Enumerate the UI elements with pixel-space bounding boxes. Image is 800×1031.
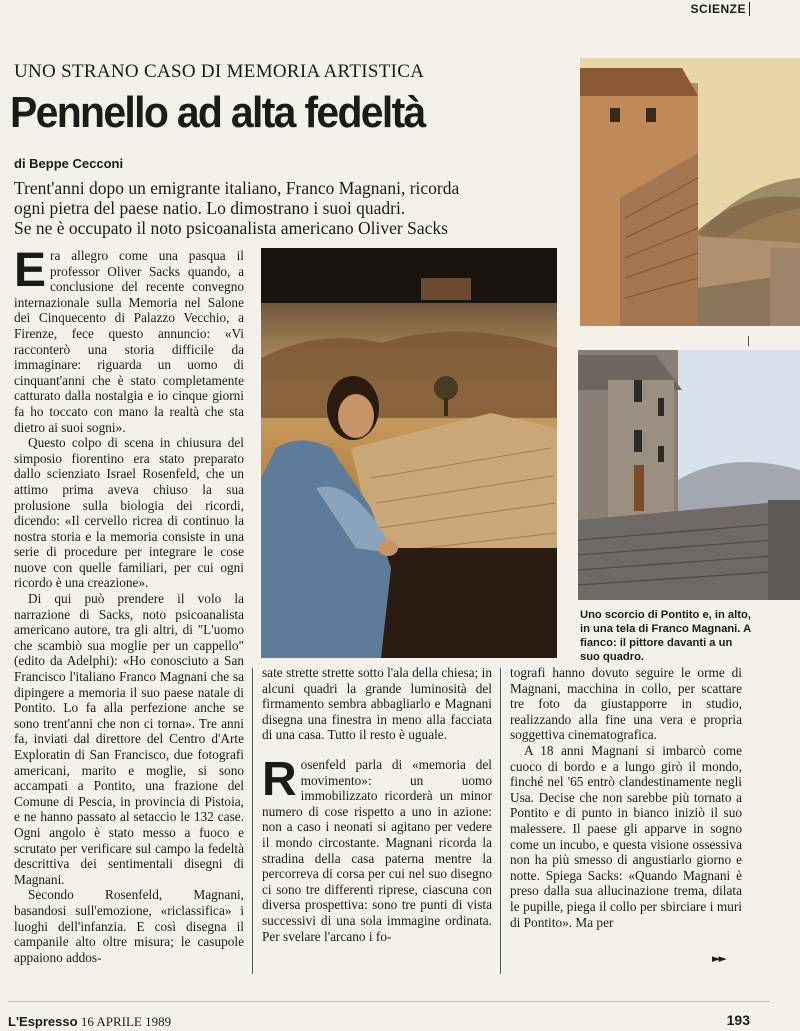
deck-line: Trent'anni dopo un emigrante italiano, Franco Magnani, ricorda <box>14 178 460 198</box>
paragraph: sate strette strette sotto l'ala della chiesa; in alcuni quadri la grande luminosità del firmamento sembra abbagliarlo e Magnani disegna una finestra in meno alla facciata di una casa. Tutto il resto è uguale. <box>262 665 492 743</box>
footer <box>8 1014 171 1030</box>
column-rule <box>500 668 501 974</box>
image-rule <box>748 336 749 346</box>
headline: Pennello ad alta fedeltà <box>10 88 425 137</box>
column-rule <box>252 668 253 974</box>
paragraph: Questo colpo di scena in chiusura del simposio fiorentino era stato preparato dallo scienziato Israel Rosenfeld, che un attimo prima aveva chiuso la sua prolusione sulla biologia dei ricordi, dicendo: «Il cervello ricrea di continuo la nostra storia e la memoria consiste in una serie di procedure per integrare le cose nuove con quelle familiari, per cui ogni ricordo è una creazione». <box>14 435 244 591</box>
dropcap: R <box>262 752 297 806</box>
deck-line: ogni pietra del paese natio. Lo dimostrano i suoi quadri. <box>14 198 406 218</box>
magazine-name: L'Espresso <box>8 1014 78 1029</box>
paragraph-text: osenfeld parla di «memoria del movimento»: un uomo immobilizzato ricorderà un minor numero di cose rispetto a uno in azione: non a caso i neonati si agitano per vedere il mondo circostante. Magnani ricorda la stradina della casa paterna mentre la percorreva di corsa per cui nel suo disegno ci sono tre differenti riprese, ciascuna con diversa prospettiva: sono tre punti di vista successivi di una sola immagine ordinata. Per svelare l'arcano i fo- <box>262 756 492 944</box>
paragraph: A 18 anni Magnani si imbarcò come cuoco di bordo e a lungo girò il mondo, finché nel '65 entrò clandestinamente negli Usa. Decise che non sarebbe più tornato a Pontito e di punto in bianco iniziò il suo malessere. Il paese gli apparve in sogno come un incubo, e questa visione ossessiva non ha più smesso di angustiarlo giorno e notte. Spiega Sacks: «Quando Magnani è preso dalla sua allucinazione trema, dilata le pupille, piega il collo per sbirciare i muri di Pontito». Ma per <box>510 742 742 930</box>
paragraph: Di qui può prendere il volo la narrazione di Sacks, noto psicoanalista americano autore, tra gli altri, di "L'uomo che scambiò sua moglie per un cappello" (edito da Adelphi): «Ho conosciuto a San Francisco l'italiano Franco Magnani che sa dipingere a memoria il suo paese natale di Pontito. Lo fa alla perfezione anche se sono trent'anni che non ci torna». Tre anni fa, inviati dal direttore del Centro d'Arte Exploratin di San Francisco, due fotografi americani, marito e moglie, si sono accampati a Pontito, una frazione del Comune di Pescia, in provincia di Pistoia, e ne hanno passato al setaccio le 132 case. Ogni angolo è stato messo a fuoco e scrutato per verificare sul campo la fedeltà descrittiva dei sentimentali disegni di Magnani. <box>14 591 244 887</box>
byline: di Beppe Cecconi <box>14 156 124 171</box>
paragraph <box>14 244 244 435</box>
paragraph: tografi hanno dovuto seguire le orme di Magnani, macchina in collo, per scattare tre foto da giustapporre in studio, realizzando alla fine una vera e propria soggettiva cinematografica. <box>510 665 742 743</box>
photo-caption: Uno scorcio di Pontito e, in alto, in una tela di Franco Magnani. A fianco: il pittore davanti a un suo quadro. <box>580 609 751 663</box>
dropcap: E <box>14 244 47 297</box>
page-number: 193 <box>726 1012 750 1028</box>
deck <box>14 178 574 238</box>
paragraph: Secondo Rosenfeld, Magnani, basandosi sull'emozione, «riclassifica» i luoghi dell'infanzia. E così disegna il campanile alto oltre misura; le casupole appaiono addos- <box>14 887 244 965</box>
kicker: UNO STRANO CASO DI MEMORIA ARTISTICA <box>14 61 425 82</box>
pontito-painting <box>580 58 800 326</box>
deck-line: Se ne è occupato il noto psicoanalista americano Oliver Sacks <box>14 218 448 238</box>
pontito-photo <box>578 350 800 600</box>
article-column-2 <box>262 665 492 944</box>
article-column-3 <box>510 665 742 930</box>
section-rule <box>749 2 750 16</box>
paragraph <box>262 752 492 944</box>
article-column-1 <box>14 244 244 965</box>
issue-date: 16 APRILE 1989 <box>80 1014 172 1029</box>
section-label: SCIENZE <box>690 2 746 16</box>
continue-mark: ►► <box>712 952 725 965</box>
bottom-rule <box>8 1001 770 1002</box>
paragraph-text: ra allegro come una pasqua il professor Oliver Sacks quando, a conclusione del recente convegno internazionale sulla Memoria nel Salone dei Cinquecento di Palazzo Vecchio, a Firenze, fece questo annuncio: «Vi racconterò una storia difficile da immaginare: riguarda un uomo di cinquant'anni che è stato completamente catturato dalla nostalgia e io cinque giorni fa ho toccato con mano la realtà che sta dietro ai suoi sogni». <box>14 248 244 435</box>
painter-photo <box>261 248 557 658</box>
